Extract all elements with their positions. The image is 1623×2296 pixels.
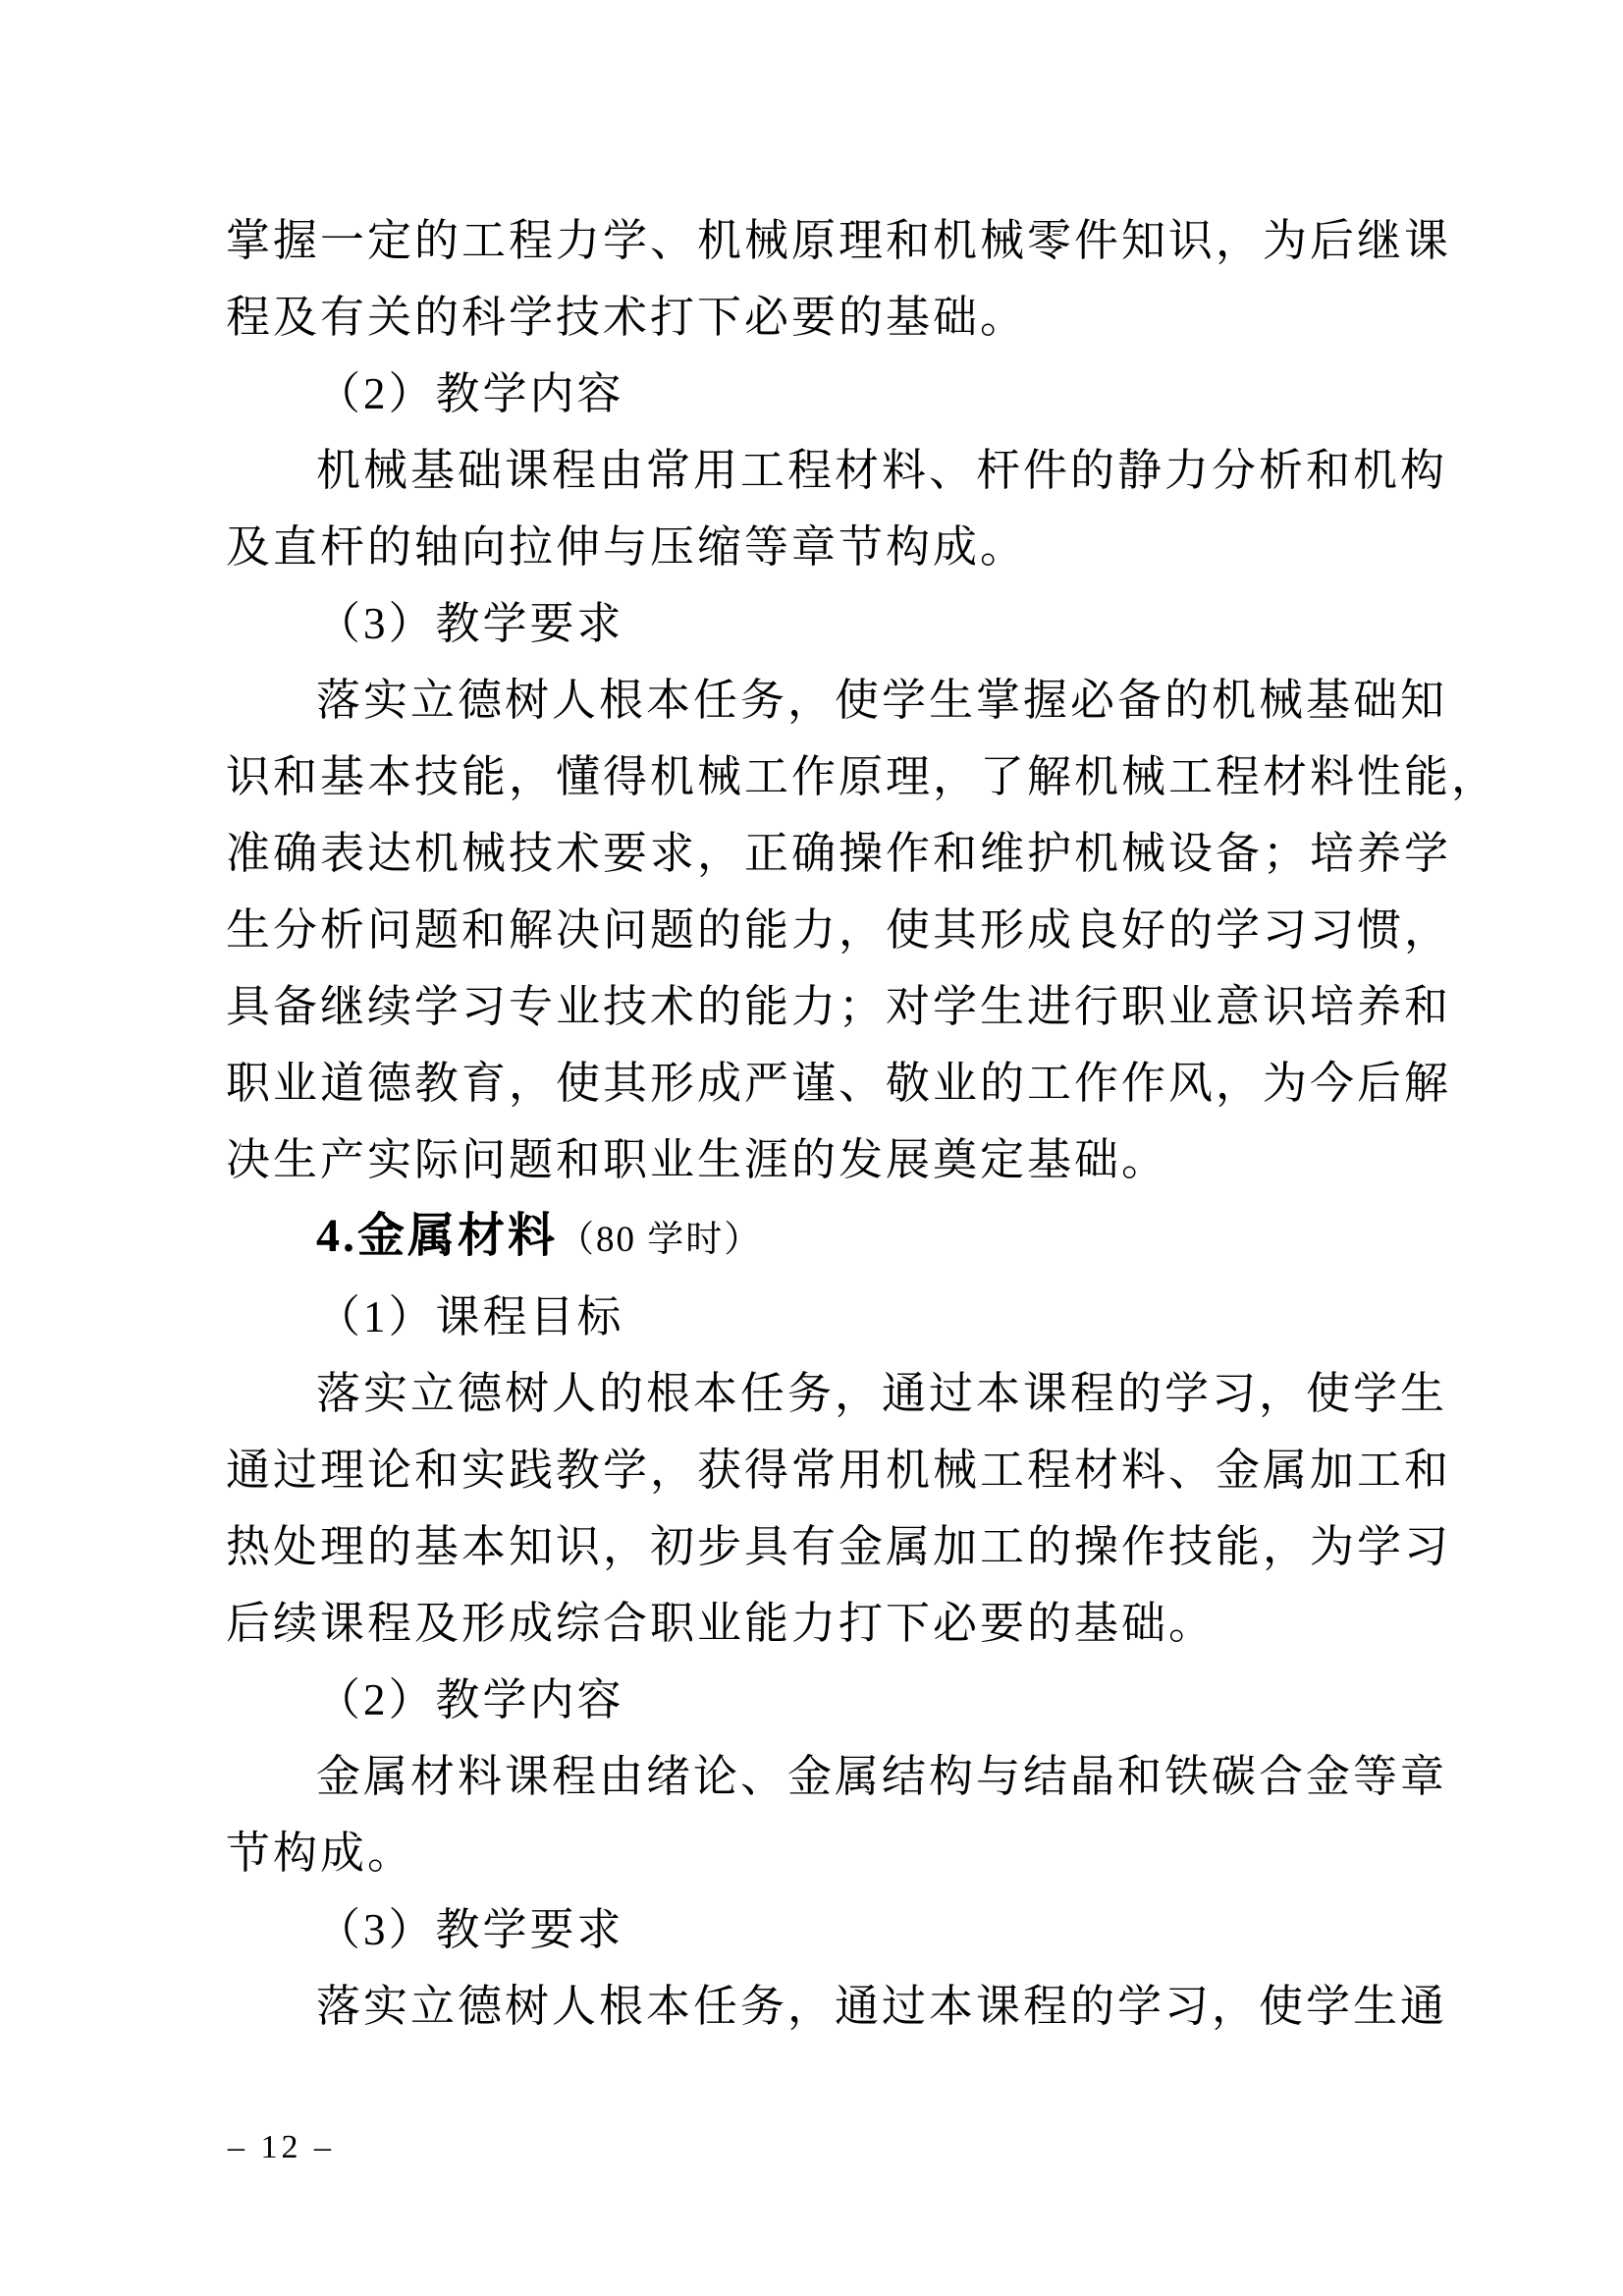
text-line: 后续课程及形成综合职业能力打下必要的基础。 <box>226 1599 1217 1648</box>
text-line: 及直杆的轴向拉伸与压缩等章节构成。 <box>226 522 1028 572</box>
text-block <box>226 202 1499 2045</box>
subheading-teaching-requirements: （3）教学要求 <box>316 1905 624 1954</box>
text-line: 生分析问题和解决问题的能力，使其形成良好的学习习惯， <box>226 905 1452 955</box>
text-line: 通过理论和实践教学，获得常用机械工程材料、金属加工和 <box>226 1446 1452 1495</box>
section-heading-title: 4.金属材料 <box>316 1210 559 1262</box>
text-line: 识和基本技能，懂得机械工作原理，了解机械工程材料性能， <box>226 752 1499 801</box>
section-heading-hours: （80 学时） <box>558 1220 763 1260</box>
text-line: 程及有关的科学技术打下必要的基础。 <box>226 293 1028 342</box>
text-line: 职业道德教育，使其形成严谨、敬业的工作作风，为今后解 <box>226 1059 1452 1108</box>
subheading-teaching-requirements: （3）教学要求 <box>316 599 624 648</box>
text-line: 落实立德树人的根本任务，通过本课程的学习，使学生 <box>316 1369 1448 1418</box>
page-number: – 12 – <box>228 2129 335 2165</box>
text-line: 热处理的基本知识，初步具有金属加工的操作技能，为学习 <box>226 1522 1452 1571</box>
text-line: 决生产实际问题和职业生涯的发展奠定基础。 <box>226 1135 1169 1184</box>
text-line: 金属材料课程由绪论、金属结构与结晶和铁碳合金等章 <box>316 1752 1448 1801</box>
text-line: 落实立德树人根本任务，通过本课程的学习，使学生通 <box>316 1982 1448 2031</box>
subheading-course-goal: （1）课程目标 <box>316 1292 624 1341</box>
subheading-teaching-content: （2）教学内容 <box>316 1675 624 1724</box>
text-line: 落实立德树人根本任务，使学生掌握必备的机械基础知 <box>316 676 1448 725</box>
text-line: 机械基础课程由常用工程材料、杆件的静力分析和机构 <box>316 446 1448 495</box>
text-line: 具备继续学习专业技术的能力；对学生进行职业意识培养和 <box>226 982 1452 1031</box>
text-line: 准确表达机械技术要求，正确操作和维护机械设备；培养学 <box>226 829 1452 878</box>
text-line: 节构成。 <box>226 1829 415 1878</box>
subheading-teaching-content: （2）教学内容 <box>316 369 624 418</box>
text-line: 掌握一定的工程力学、机械原理和机械零件知识，为后继课 <box>226 216 1452 265</box>
section-heading-metal-materials <box>226 1198 1389 1279</box>
